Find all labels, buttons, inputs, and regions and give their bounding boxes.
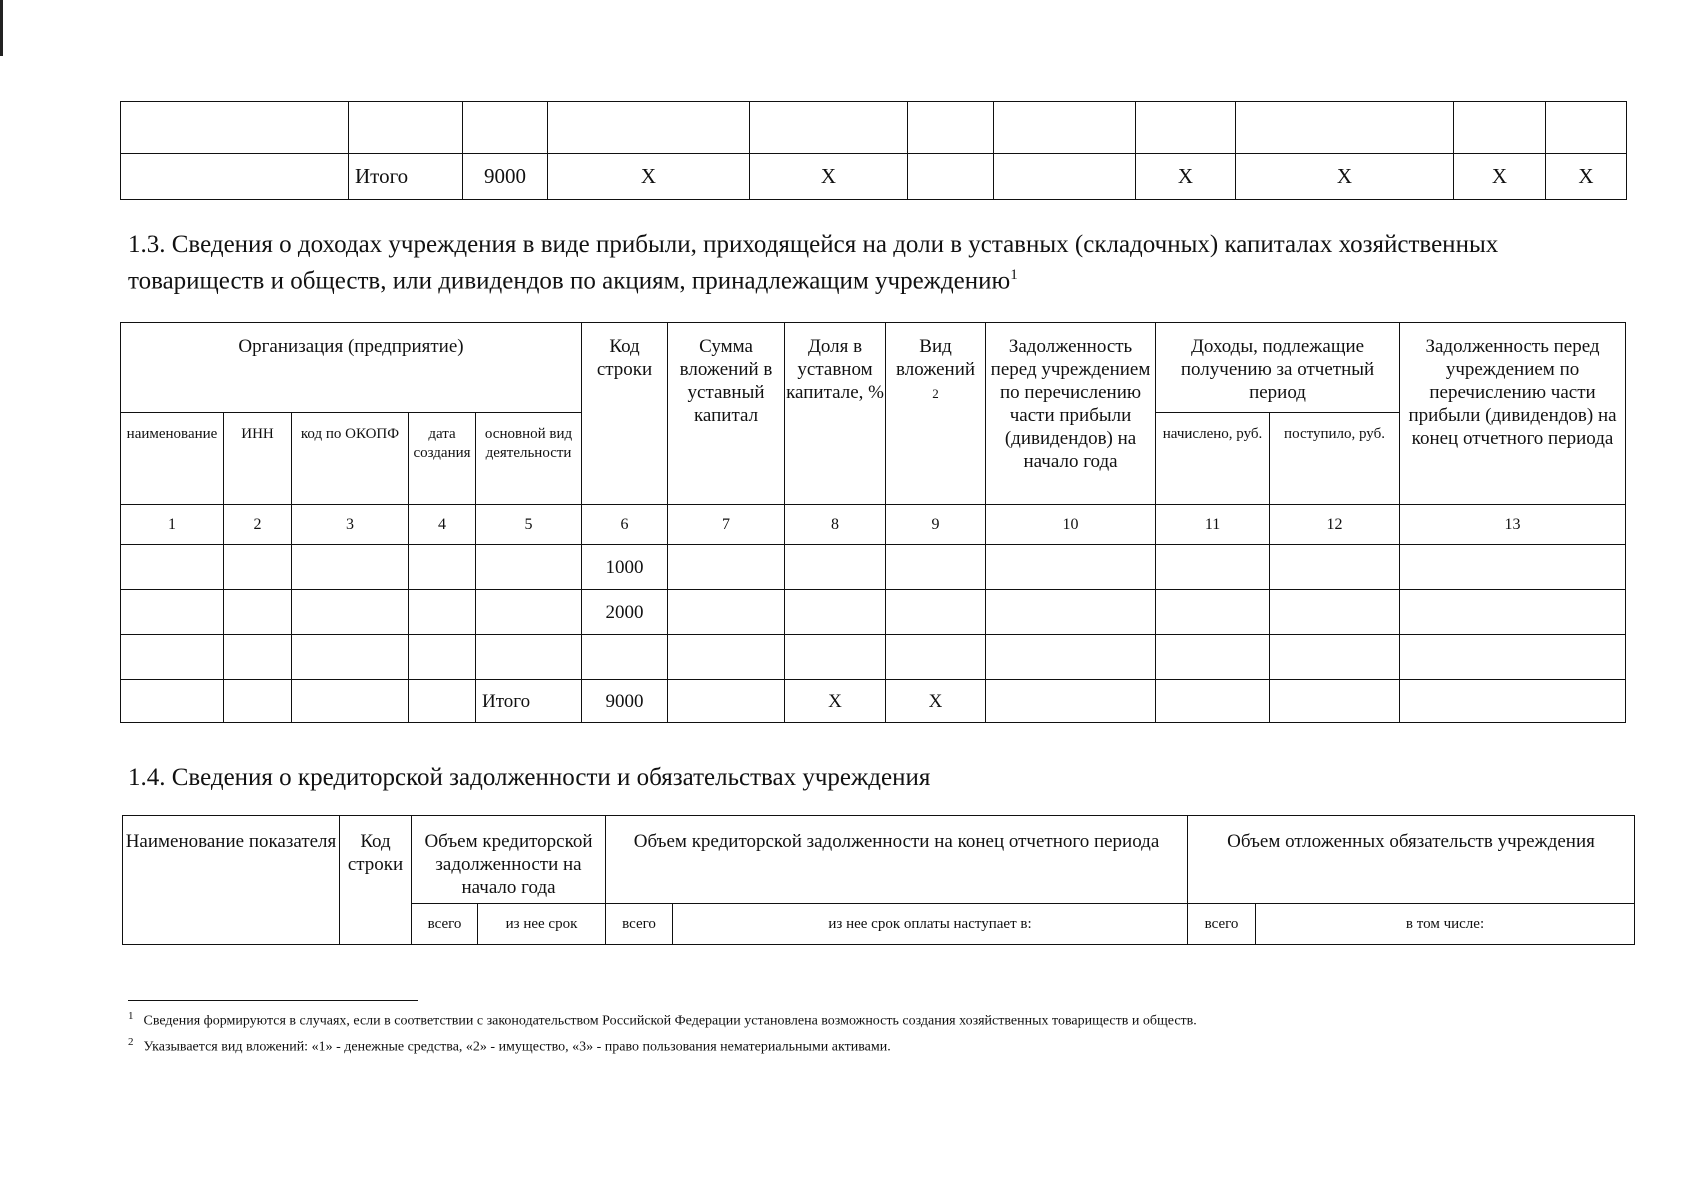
row-code: 2000 bbox=[582, 590, 668, 635]
x-mark: X bbox=[1236, 154, 1454, 200]
section-1-4-title: 1.4. Сведения о кредиторской задолженности и обязательствах учреждения bbox=[128, 764, 931, 791]
column-number: 8 bbox=[785, 505, 886, 545]
x-mark: X bbox=[1546, 154, 1627, 200]
term-pay-subheader: из нее срок оплаты наступает в: bbox=[673, 904, 1188, 945]
column-number: 13 bbox=[1400, 505, 1626, 545]
total-subheader: всего bbox=[412, 904, 478, 945]
total-code: 9000 bbox=[463, 154, 548, 200]
table-row bbox=[121, 590, 1626, 635]
code-header: Код строки bbox=[340, 816, 412, 945]
table-row bbox=[121, 102, 1627, 154]
column-number: 11 bbox=[1156, 505, 1270, 545]
column-number: 10 bbox=[986, 505, 1156, 545]
footnote-2: $^2$ Указывается вид вложений: «1» - денежные средства, «2» - имущество, «3» - право пользования нематериальными активами. bbox=[128, 1036, 891, 1055]
x-mark: X bbox=[785, 680, 886, 723]
footnote-ref: 2 bbox=[932, 386, 939, 401]
footnote-ref: 1 bbox=[1010, 267, 1018, 283]
org-header: Организация (предприятие) bbox=[121, 323, 582, 413]
total-subheader: всего bbox=[1188, 904, 1256, 945]
column-numbers-row bbox=[121, 505, 1626, 545]
total-label: Итого bbox=[476, 680, 582, 723]
row-code bbox=[582, 635, 668, 680]
column-number: 2 bbox=[224, 505, 292, 545]
start-header: Объем кредиторской задолженности на начало года bbox=[412, 816, 606, 904]
column-number: 7 bbox=[668, 505, 785, 545]
column-number: 4 bbox=[409, 505, 476, 545]
footnote-divider bbox=[128, 1000, 418, 1001]
kind-header: Вид вложений 2 bbox=[886, 323, 986, 505]
column-number: 12 bbox=[1270, 505, 1400, 545]
activity-header: основной вид деятельности bbox=[476, 413, 582, 505]
total-subheader: всего bbox=[606, 904, 673, 945]
end-header: Объем кредиторской задолженности на конец отчетного периода bbox=[606, 816, 1188, 904]
total-row bbox=[121, 680, 1626, 723]
table-row bbox=[121, 545, 1626, 590]
footnote-1: $^1$ Сведения формируются в случаях, если в соответствии с законодательством Российской Федерации установлена возможность создания хозяйственных товариществ и обществ. bbox=[128, 1010, 1197, 1029]
total-row bbox=[121, 154, 1627, 200]
sum-header: Сумма вложений в уставный капитал bbox=[668, 323, 785, 505]
code-header: Код строки bbox=[582, 323, 668, 505]
accrued-header: начислено, руб. bbox=[1156, 413, 1270, 505]
table-row bbox=[121, 635, 1626, 680]
okopf-header: код по ОКОПФ bbox=[292, 413, 409, 505]
term-subheader: из нее срок bbox=[478, 904, 606, 945]
income-header: Доходы, подлежащие получению за отчетный период bbox=[1156, 323, 1400, 413]
share-header: Доля в уставном капитале, % bbox=[785, 323, 886, 505]
x-mark: X bbox=[548, 154, 750, 200]
incl-subheader: в том числе: bbox=[1256, 904, 1635, 945]
column-number: 9 bbox=[886, 505, 986, 545]
row-code: 1000 bbox=[582, 545, 668, 590]
previous-section-table bbox=[120, 101, 1627, 200]
dividends-table bbox=[120, 322, 1626, 723]
name-header: Наименование показателя bbox=[123, 816, 340, 945]
creditor-table bbox=[122, 815, 1635, 945]
column-number: 1 bbox=[121, 505, 224, 545]
debt-start-header: Задолженность перед учреждением по перечислению части прибыли (дивидендов) на начало года bbox=[986, 323, 1156, 505]
section-1-3-title: 1.3. Сведения о доходах учреждения в виде прибыли, приходящейся на доли в уставных (складочных) капиталах хозяйственных товариществ и обществ, или дивидендов по акциям, принадлежащим учреждению$^1$ bbox=[128, 231, 1499, 295]
date-header: дата создания bbox=[409, 413, 476, 505]
received-header: поступило, руб. bbox=[1270, 413, 1400, 505]
name-header: наименование bbox=[121, 413, 224, 505]
debt-end-header: Задолженность перед учреждением по перечислению части прибыли (дивидендов) на конец отчетного периода bbox=[1400, 323, 1626, 505]
total-label: Итого bbox=[349, 154, 463, 200]
inn-header: ИНН bbox=[224, 413, 292, 505]
deferred-header: Объем отложенных обязательств учреждения bbox=[1188, 816, 1635, 904]
column-number: 6 bbox=[582, 505, 668, 545]
column-number: 5 bbox=[476, 505, 582, 545]
scan-edge-mark bbox=[0, 0, 3, 56]
x-mark: X bbox=[1136, 154, 1236, 200]
x-mark: X bbox=[750, 154, 908, 200]
column-number: 3 bbox=[292, 505, 409, 545]
x-mark: X bbox=[886, 680, 986, 723]
x-mark: X bbox=[1454, 154, 1546, 200]
total-code: 9000 bbox=[582, 680, 668, 723]
